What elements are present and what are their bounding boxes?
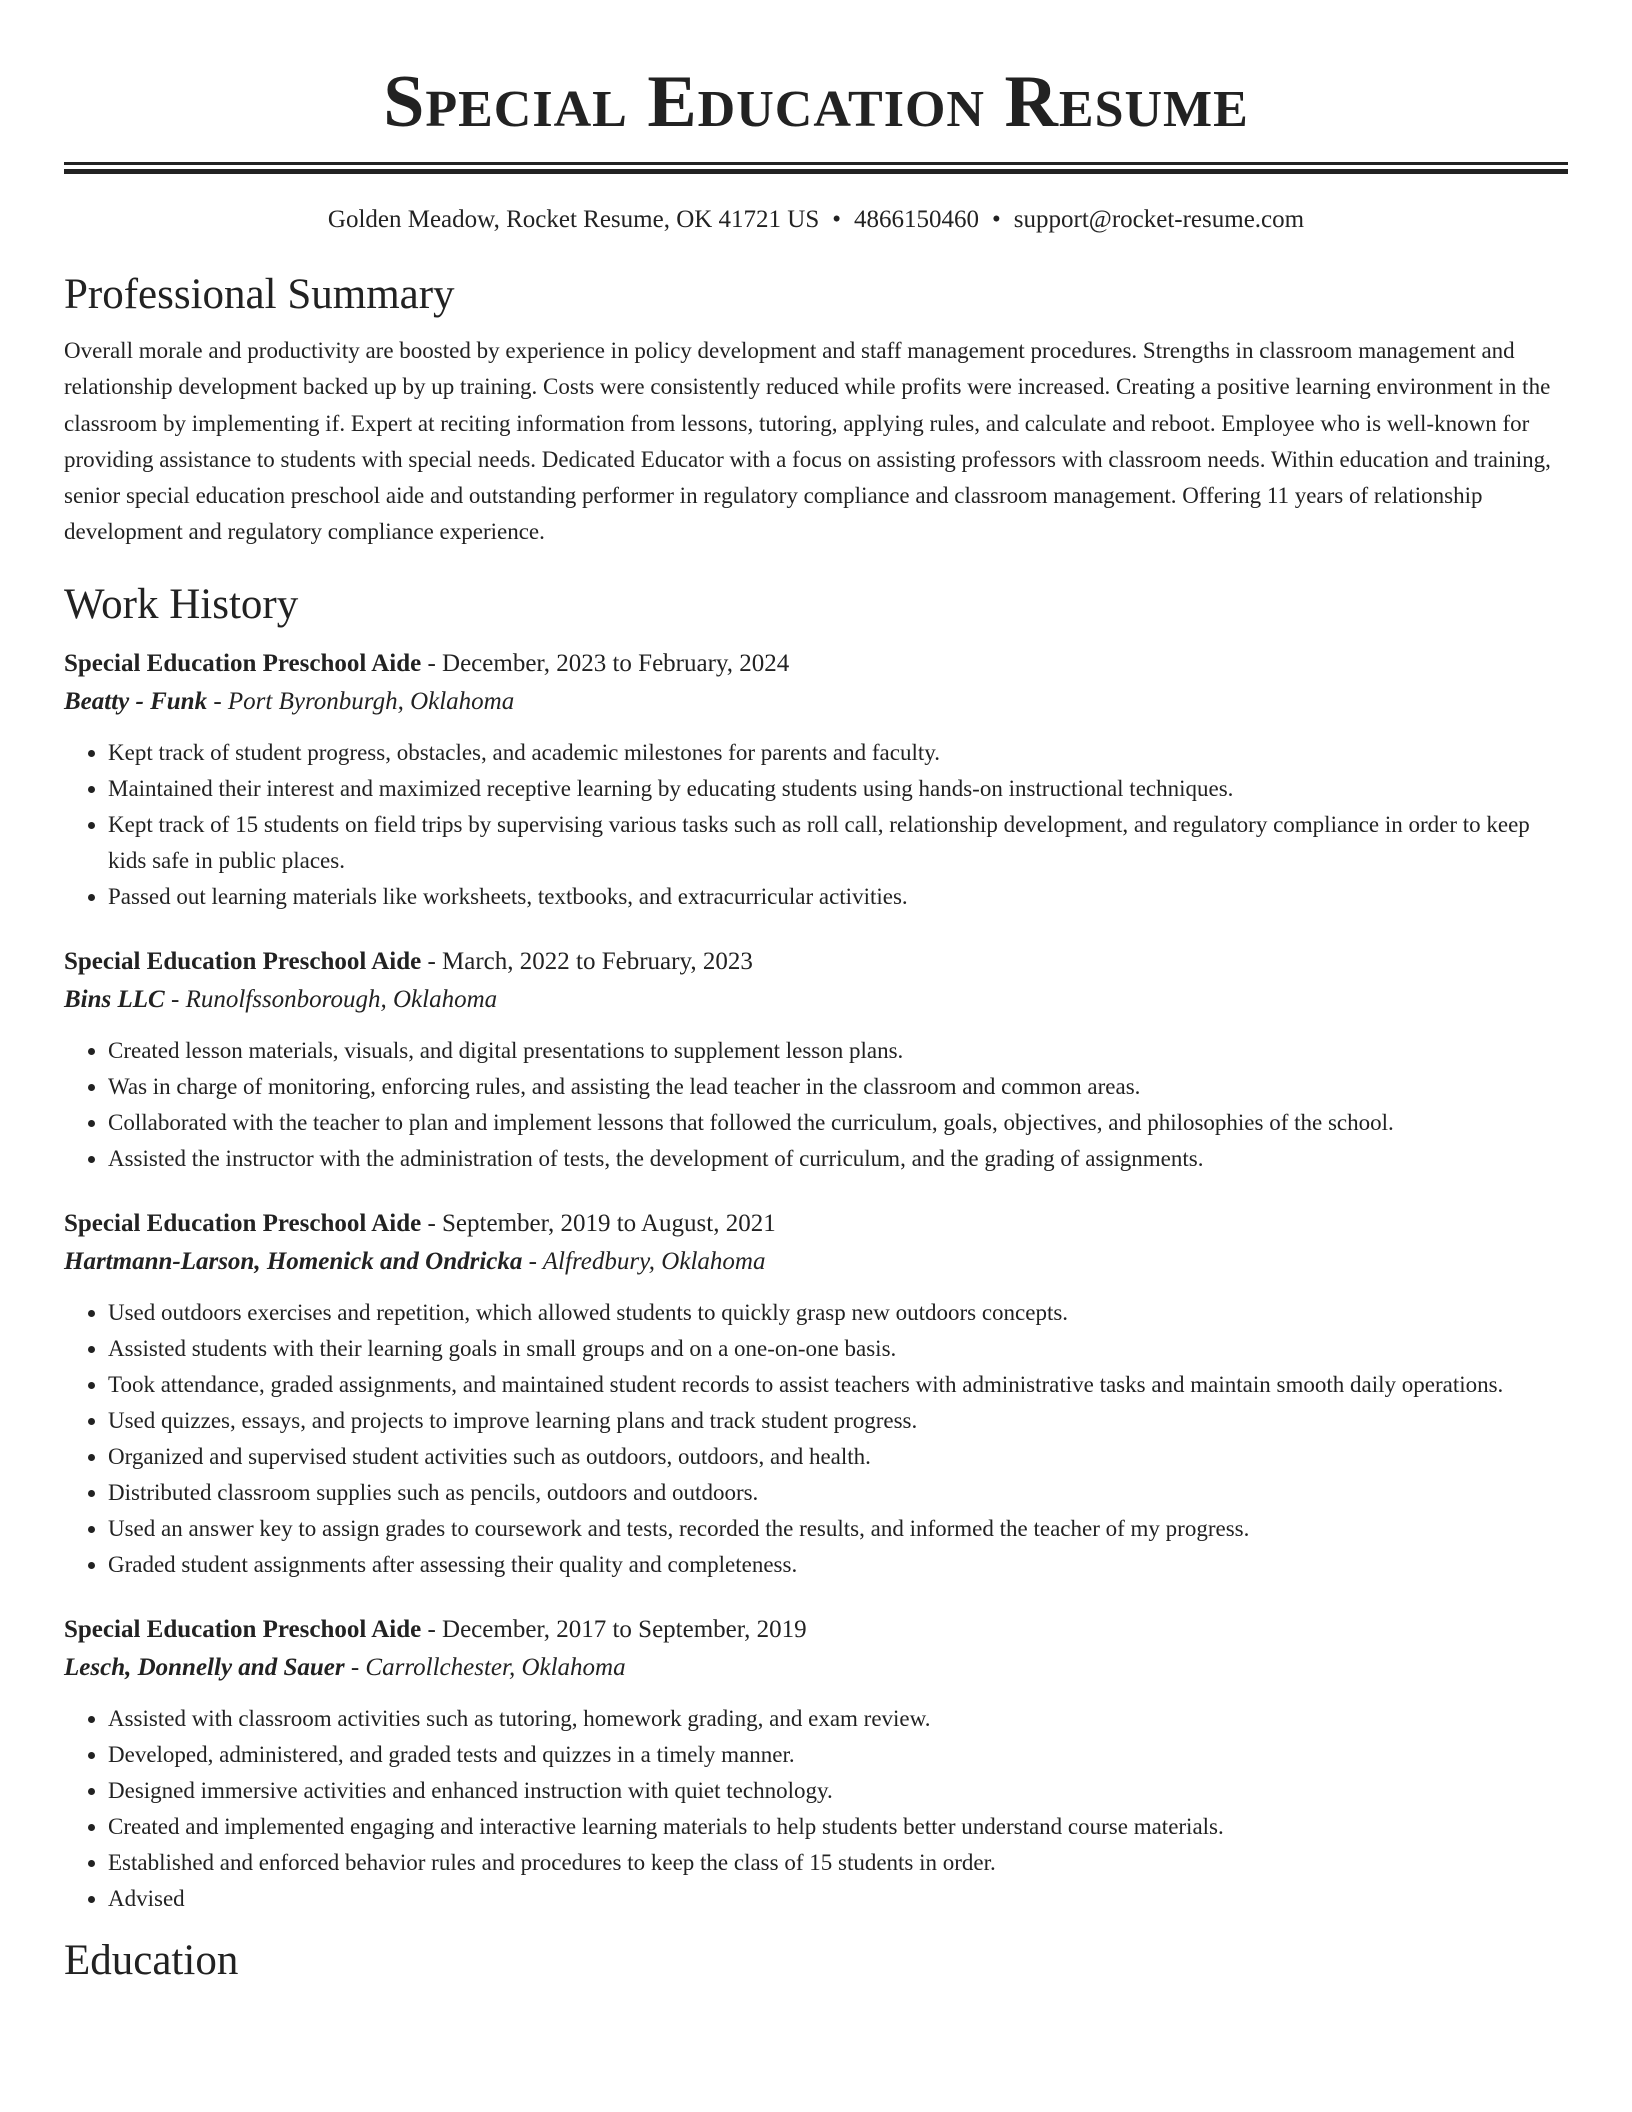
job-bullets — [64, 1295, 1568, 1583]
job-title-line: Special Education Preschool Aide - March, 2022 to February, 2023 — [64, 947, 753, 975]
job-dates: September, 2019 to August, 2021 — [442, 1209, 776, 1237]
job-bullet: • Was in charge of monitoring, enforcing rules, and assisting the lead teacher in the classroom and common areas. — [108, 1069, 1568, 1105]
job-bullet: • Developed, administered, and graded tests and quizzes in a timely manner. — [108, 1737, 1568, 1773]
job-company-line: Bins LLC - Runolfssonborough, Oklahoma — [64, 985, 498, 1013]
job-location: Alfredbury, Oklahoma — [542, 1247, 766, 1275]
job-bullet: • Advised — [108, 1881, 1568, 1917]
job-location: Port Byronburgh, Oklahoma — [227, 687, 515, 715]
job-bullet: • Took attendance, graded assignments, and maintained student records to assist teachers with administrative tasks and maintain smooth daily operations. — [108, 1367, 1568, 1403]
job-dates: March, 2022 to February, 2023 — [442, 947, 753, 975]
job-bullet: • Established and enforced behavior rules and procedures to keep the class of 15 students in order. — [108, 1845, 1568, 1881]
job-entry — [64, 1205, 1568, 1583]
job-bullet: • Assisted the instructor with the administration of tests, the development of curriculum, and the grading of assignments. — [108, 1141, 1568, 1177]
job-title: Special Education Preschool Aide — [64, 1209, 422, 1237]
job-title-line: Special Education Preschool Aide - September, 2019 to August, 2021 — [64, 1209, 776, 1237]
job-bullets — [64, 1033, 1568, 1177]
contact-line — [64, 203, 1568, 237]
job-entry — [64, 645, 1568, 915]
job-company: Bins LLC — [64, 985, 165, 1013]
job-entry — [64, 943, 1568, 1177]
contact-phone: 4866150460 — [854, 206, 980, 233]
job-bullets — [64, 1701, 1568, 1917]
job-company: Hartmann-Larson, Homenick and Ondricka — [64, 1247, 523, 1275]
contact-address: Golden Meadow, Rocket Resume, OK 41721 US — [327, 206, 820, 233]
job-company-line: Beatty - Funk - Port Byronburgh, Oklahoma — [64, 687, 515, 715]
job-title: Special Education Preschool Aide — [64, 947, 422, 975]
job-title: Special Education Preschool Aide — [64, 649, 422, 677]
job-bullet: • Assisted students with their learning goals in small groups and on a one-on-one basis. — [108, 1331, 1568, 1367]
job-title-line: Special Education Preschool Aide - December, 2023 to February, 2024 — [64, 649, 790, 677]
job-bullet: • Maintained their interest and maximized receptive learning by educating students using hands-on instructional techniques. — [108, 771, 1568, 807]
contact-email[interactable]: support@rocket-resume.com — [1013, 206, 1305, 233]
job-company: Lesch, Donnelly and Sauer — [64, 1653, 345, 1681]
contact-separator: • — [992, 206, 1001, 233]
job-bullet: • Used an answer key to assign grades to coursework and tests, recorded the results, and informed the teacher of my progress. — [108, 1511, 1568, 1547]
job-bullet: • Collaborated with the teacher to plan and implement lessons that followed the curriculum, goals, objectives, and philosophies of the school. — [108, 1105, 1568, 1141]
education-heading: Education — [64, 1936, 239, 1984]
job-bullet: • Designed immersive activities and enhanced instruction with quiet technology. — [108, 1773, 1568, 1809]
job-title: Special Education Preschool Aide — [64, 1615, 422, 1643]
resume-title: Special Education Resume — [383, 61, 1249, 143]
job-bullet: • Used quizzes, essays, and projects to improve learning plans and track student progress. — [108, 1403, 1568, 1439]
job-dates: December, 2023 to February, 2024 — [442, 649, 790, 677]
job-bullet: • Used outdoors exercises and repetition, which allowed students to quickly grasp new outdoors concepts. — [108, 1295, 1568, 1331]
summary-text: Overall morale and productivity are boosted by experience in policy development and staff management procedures. Strengths in classroom management and relationship development backed up by up training. Costs were consistently reduced while profits were increased. Creating a positive learning environment in the classroom by implementing if. Expert at reciting information from lessons, tutoring, applying rules, and calculate and reboot. Employee who is well-known for providing assistance to students with special needs. Dedicated Educator with a focus on assisting professors with classroom needs. Within education and training, senior special education preschool aide and outstanding performer in regulatory compliance and classroom management. Offering 11 years of relationship development and regulatory compliance experience. — [64, 338, 1551, 545]
job-location: Runolfssonborough, Oklahoma — [185, 985, 498, 1013]
job-title-line: Special Education Preschool Aide - December, 2017 to September, 2019 — [64, 1615, 807, 1643]
job-company-line: Lesch, Donnelly and Sauer - Carrollchester, Oklahoma — [64, 1653, 626, 1681]
job-bullet: • Kept track of 15 students on field trips by supervising various tasks such as roll call, relationship development, and regulatory compliance in order to keep kids safe in public places. — [108, 807, 1568, 879]
job-location: Carrollchester, Oklahoma — [365, 1653, 626, 1681]
work-history-heading: Work History — [64, 580, 299, 628]
job-bullet: • Graded student assignments after assessing their quality and completeness. — [108, 1547, 1568, 1583]
job-bullet: • Kept track of student progress, obstacles, and academic milestones for parents and faculty. — [108, 735, 1568, 771]
job-bullet: • Assisted with classroom activities such as tutoring, homework grading, and exam review. — [108, 1701, 1568, 1737]
job-bullets — [64, 735, 1568, 915]
job-bullet: • Passed out learning materials like worksheets, textbooks, and extracurricular activities. — [108, 879, 1568, 915]
job-company: Beatty - Funk — [64, 687, 208, 715]
job-company-line: Hartmann-Larson, Homenick and Ondricka - Alfredbury, Oklahoma — [64, 1247, 766, 1275]
title-divider — [64, 162, 1568, 165]
job-bullet: • Organized and supervised student activities such as outdoors, outdoors, and health. — [108, 1439, 1568, 1475]
job-dates: December, 2017 to September, 2019 — [442, 1615, 807, 1643]
job-entry — [64, 1611, 1568, 1917]
contact-separator: • — [832, 206, 842, 233]
summary-heading: Professional Summary — [64, 271, 455, 318]
job-bullet: • Distributed classroom supplies such as pencils, outdoors and outdoors. — [108, 1475, 1568, 1511]
job-bullet: • Created lesson materials, visuals, and digital presentations to supplement lesson plans. — [108, 1033, 1568, 1069]
job-bullet: • Created and implemented engaging and interactive learning materials to help students better understand course materials. — [108, 1809, 1568, 1845]
